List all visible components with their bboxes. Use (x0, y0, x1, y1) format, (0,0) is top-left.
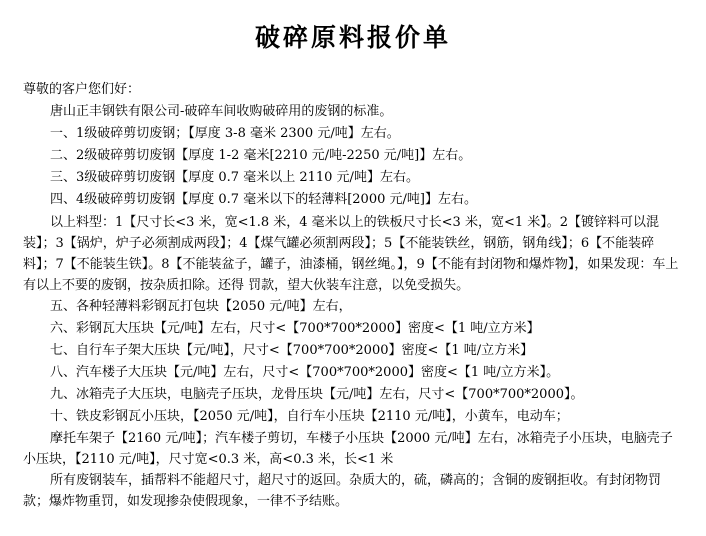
item-9: 九、冰箱壳子大压块，电脑壳子压块，龙骨压块【元/吨】左右，尺寸<【700*700*2000】。 (50, 386, 584, 402)
item-2: 二、2级破碎剪切废钢【厚度 1-2 毫米[2210 元/吨-2250 元/吨]】左右。 (50, 148, 472, 164)
materials-note: 以上料型：1【尺寸长<3 米，宽<1.8 米，4 毫米以上的铁板尺寸长<3 米，宽<1 米】。2【镀锌料可以混装】；3【锅炉，炉子必须割成两段】；4【煤气罐必须割两段】；5【不能装铁丝，钢筋，钢角线】；6【不能装碎料】；7【不能装生铁】。8【不能装盆子，罐子，油漆桶，钢丝绳。】，9【不能有封闭物和爆炸物】，如果发现：车上有以上不要的废钢，按杂质扣除。还得 罚款，望大伙装车注意，以免受损失。 (23, 214, 679, 293)
item-10: 十、铁皮彩钢瓦小压块，【2050 元/吨】，自行车小压块【2110 元/吨】，小黄车，电动车； (50, 409, 569, 425)
document-body (23, 79, 683, 512)
item-7: 七、自行车子架大压块【元/吨】，尺寸<【700*700*2000】密度<【1 吨/立方米】 (50, 342, 534, 358)
page-title: 破碎原料报价单 (254, 23, 451, 52)
item-10-continued: 摩托车架子【2160 元/吨】；汽车楼子剪切，车楼子小压块【2000 元/吨】左右，冰箱壳子小压块，电脑壳子小压块，【2110 元/吨】，尺寸宽<0.3 米，高<0.3 米，长<1 米 (23, 431, 673, 468)
greeting: 尊敬的客户您们好： (23, 82, 141, 97)
item-4: 四、4级破碎剪切废钢【厚度 0.7 毫米以下的轻薄料[2000 元/吨]】左右。 (50, 192, 477, 208)
item-8: 八、汽车楼子大压块【元/吨】左右，尺寸<【700*700*2000】密度<【1 吨/立方米】。 (50, 364, 560, 380)
intro-line: 唐山正丰钢铁有限公司-破碎车间收购破碎用的废钢的标准。 (50, 104, 393, 120)
item-3: 三、3级破碎剪切废钢【厚度 0.7 毫米以上 2110 元/吨】左右。 (50, 170, 419, 186)
final-note: 所有废钢装车，插帮料不能超尺寸，超尺寸的返回。杂质大的，硫，磷高的；含铜的废钢拒收。有封闭物罚款；爆炸物重罚，如发现掺杂使假现象，一律不予结账。 (23, 473, 662, 510)
item-1: 一、1级破碎剪切废钢；【厚度 3-8 毫米 2300 元/吨】左右。 (50, 126, 400, 142)
item-5: 五、各种轻薄料彩钢瓦打包块【2050 元/吨】左右， (50, 298, 352, 314)
item-6: 六、彩钢瓦大压块【元/吨】左右，尺寸<【700*700*2000】密度<【1 吨/立方米】 (50, 320, 540, 336)
